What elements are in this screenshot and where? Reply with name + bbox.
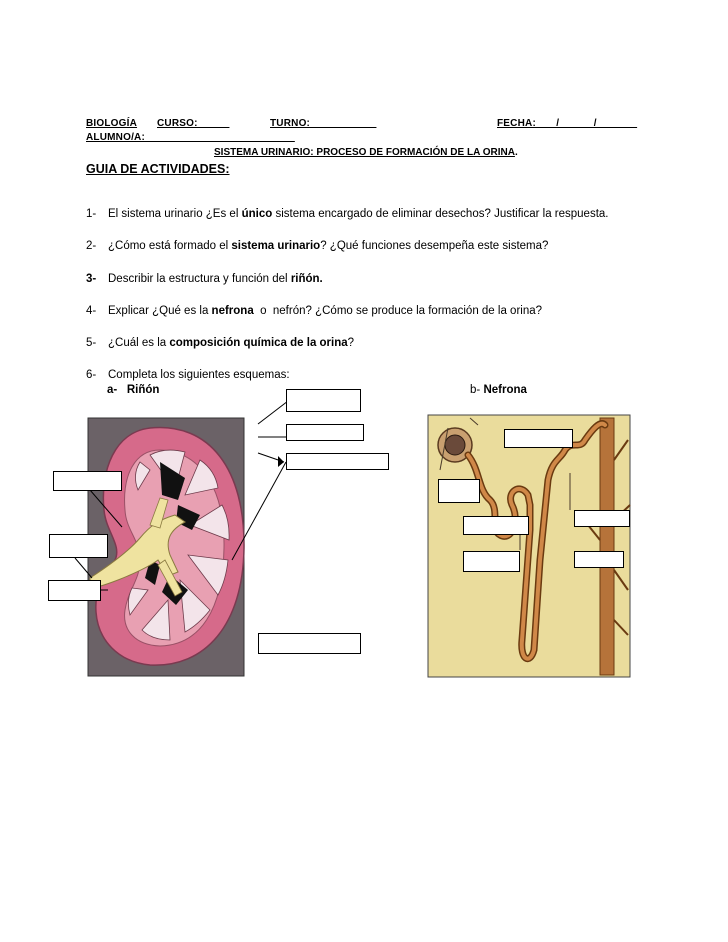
question-text: El sistema urinario ¿Es el (108, 208, 242, 220)
question-text: Explicar ¿Qué es la (108, 305, 212, 317)
question-number: 6- (86, 369, 97, 381)
kidney-answer-box-3[interactable] (286, 453, 389, 470)
question-text: o nefrón? ¿Cómo se produce la formación de la orina? (253, 305, 543, 317)
question-text: Describir la estructura y función del (108, 273, 291, 285)
nephron-answer-box-1[interactable] (504, 429, 573, 448)
nephron-answer-box-3[interactable] (463, 516, 529, 535)
fecha-field[interactable]: FECHA: ___/______/_______ (497, 118, 638, 129)
scheme-b-prefix: b- (470, 384, 481, 396)
nephron-answer-box-2[interactable] (438, 479, 480, 503)
question-text: ? (347, 337, 355, 349)
arrow-head (278, 456, 284, 467)
nephron-diagram (428, 415, 630, 677)
curso-field[interactable]: CURSO: _____ (157, 118, 230, 129)
subject-label: BIOLOGÍA (86, 118, 138, 129)
kidney-answer-box-6[interactable] (48, 580, 101, 601)
question-number: 2- (86, 240, 97, 252)
question-text: ? ¿Qué funciones desempeña este sistema? (320, 240, 549, 252)
kidney-answer-box-1[interactable] (286, 389, 361, 412)
question-text: Completa los siguientes esquemas: (108, 369, 290, 381)
scheme-a-title: Riñón (126, 384, 160, 396)
question-number: 5- (86, 337, 97, 349)
kidney-answer-box-4[interactable] (53, 471, 122, 491)
question-emphasis: único (241, 208, 273, 220)
question-emphasis: nefrona (211, 305, 254, 317)
question-emphasis: composición química de la orina (169, 337, 348, 349)
question-text: ¿Cómo está formado el (108, 240, 232, 252)
alumno-field[interactable]: ALUMNO/A:__________________________ (86, 132, 295, 143)
nephron-answer-box-5[interactable] (463, 551, 520, 572)
question-number: 3- (86, 273, 97, 285)
collecting-duct (600, 418, 614, 675)
scheme-a-prefix: a- (107, 384, 118, 396)
question-text: sistema encargado de eliminar desechos? Justificar la respuesta. (272, 208, 609, 220)
nephron-answer-box-4[interactable] (574, 510, 630, 527)
kidney-answer-box-2[interactable] (286, 424, 364, 441)
topic-period: . (514, 147, 518, 158)
turno-field[interactable]: TURNO: ___________ (270, 118, 377, 129)
question-number: 1- (86, 208, 97, 220)
question-number: 4- (86, 305, 97, 317)
question-emphasis: riñón. (290, 273, 323, 285)
kidney-answer-box-7[interactable] (258, 633, 361, 654)
topic-text: SISTEMA URINARIO: PROCESO DE FORMACIÓN DE LA ORINA (214, 147, 515, 158)
question-text: ¿Cuál es la (108, 337, 170, 349)
glomerulus (445, 435, 465, 455)
kidney-answer-box-5[interactable] (49, 534, 108, 558)
guia-title: GUIA DE ACTIVIDADES: (86, 162, 230, 176)
scheme-b-title: Nefrona (483, 384, 527, 396)
question-emphasis: sistema urinario (231, 240, 321, 252)
nephron-answer-box-6[interactable] (574, 551, 624, 568)
